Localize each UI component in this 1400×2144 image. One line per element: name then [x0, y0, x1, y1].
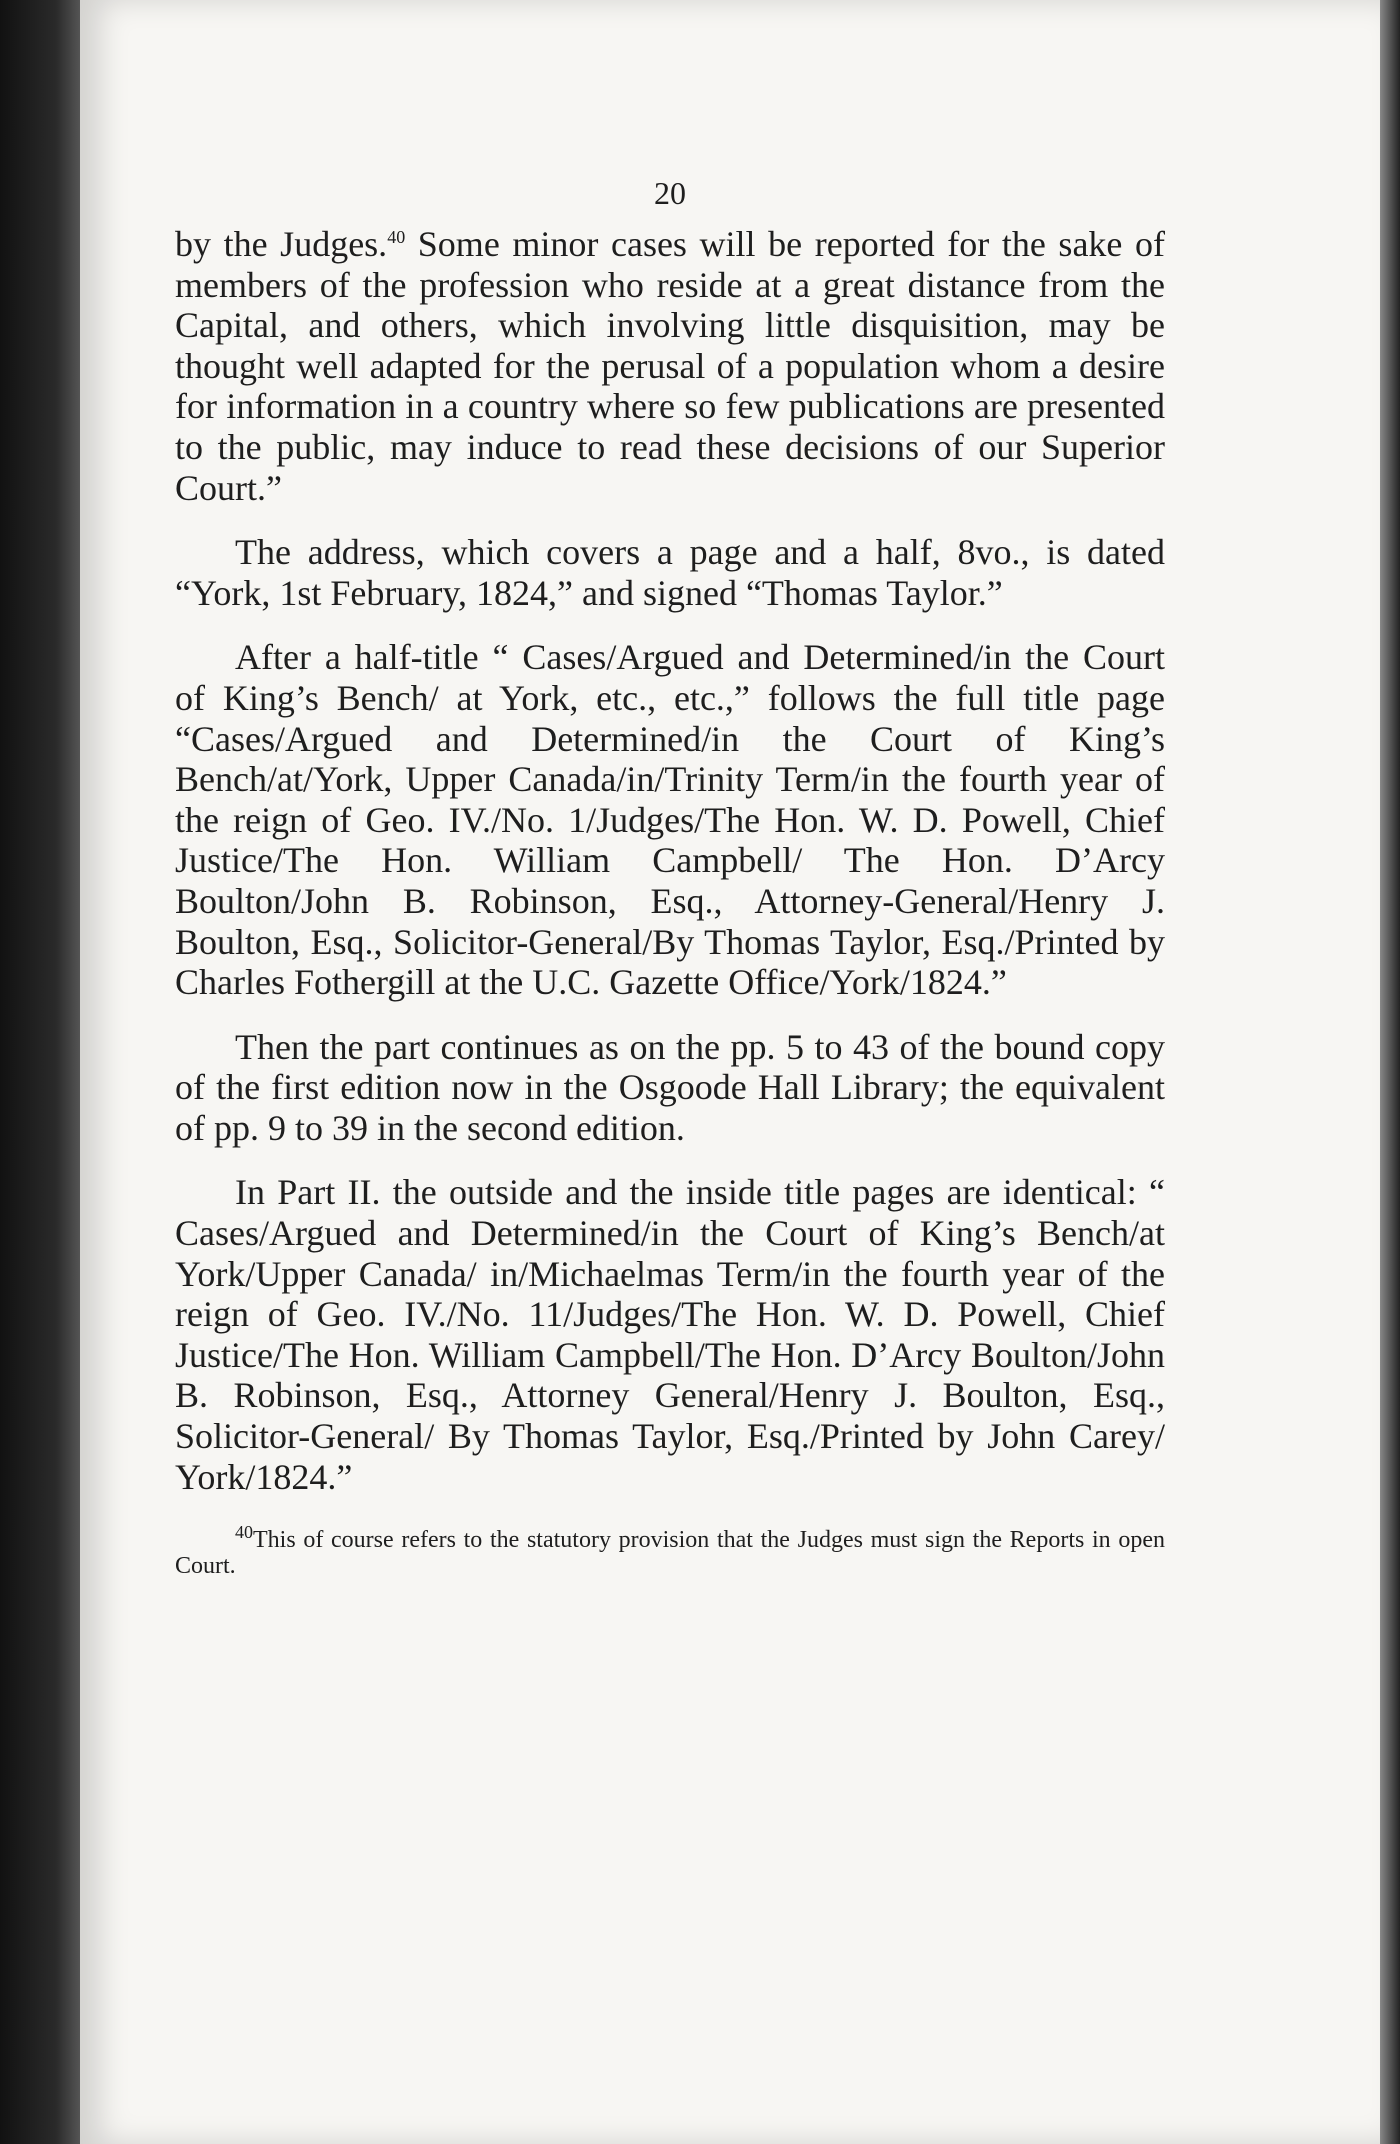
paragraph-3: After a half-title “ Cases/Argued and Determined/in the Court of King’s Bench/ at York, etc., etc.,” follows the full title page “Cases/Argued and Determined/in the Court of King’s Bench/at/York, Upper Canada/in/Trinity Term/in the fourth year of the reign of Geo. IV./No. 1/Judges/The Hon. W. D. Powell, Chief Justice/The Hon. William Campbell/ The Hon. D’Arcy Boulton/John B. Robinson, Esq., Attorney-General/Henry J. Boulton, Esq., Solicitor-General/By Thomas Taylor, Esq./Printed by Charles Fothergill at the U.C. Gazette Office/York/1824.”	[175, 637, 1165, 1003]
footnote: $^{40}$This of course refers to the statutory provision that the Judges must sign the Reports in open Court.	[175, 1522, 1165, 1580]
scan-left-edge	[0, 0, 80, 2144]
page-number: 20	[654, 175, 686, 211]
paragraph-5: In Part II. the outside and the inside title pages are identical: “ Cases/Argued and Determined/in the Court of King’s Bench/at York/Upper Canada/ in/Michaelmas Term/in the fourth year of the reign of Geo. IV./No. 11/Judges/The Hon. W. D. Powell, Chief Justice/The Hon. William Campbell/The Hon. D’Arcy Boulton/John B. Robinson, Esq., Attorney General/Henry J. Boulton, Esq., Solicitor-General/ By Thomas Taylor, Esq./Printed by John Carey/ York/1824.”	[175, 1172, 1165, 1497]
footnote-marker: 40	[235, 1522, 253, 1543]
paragraph-1: by the Judges.$^{40}$ Some minor cases will be reported for the sake of members of the profession who reside at a great distance from the Capital, and others, which involving little disquisition, may be thought well adapted for the perusal of a population whom a desire for information in a country where so few publications are presented to the public, may induce to read these decisions of our Superior Court.”	[175, 224, 1165, 508]
page-content	[175, 175, 1165, 1579]
scan-right-edge	[1380, 0, 1400, 2144]
paragraph-4: Then the part continues as on the pp. 5 to 43 of the bound copy of the first edition now in the Osgoode Hall Library; the equivalent of pp. 9 to 39 in the second edition.	[175, 1026, 1165, 1148]
paragraph-2: The address, which covers a page and a half, 8vo., is dated “York, 1st February, 1824,” and signed “Thomas Taylor.”	[175, 532, 1165, 613]
footnote-ref: 40	[387, 227, 406, 247]
